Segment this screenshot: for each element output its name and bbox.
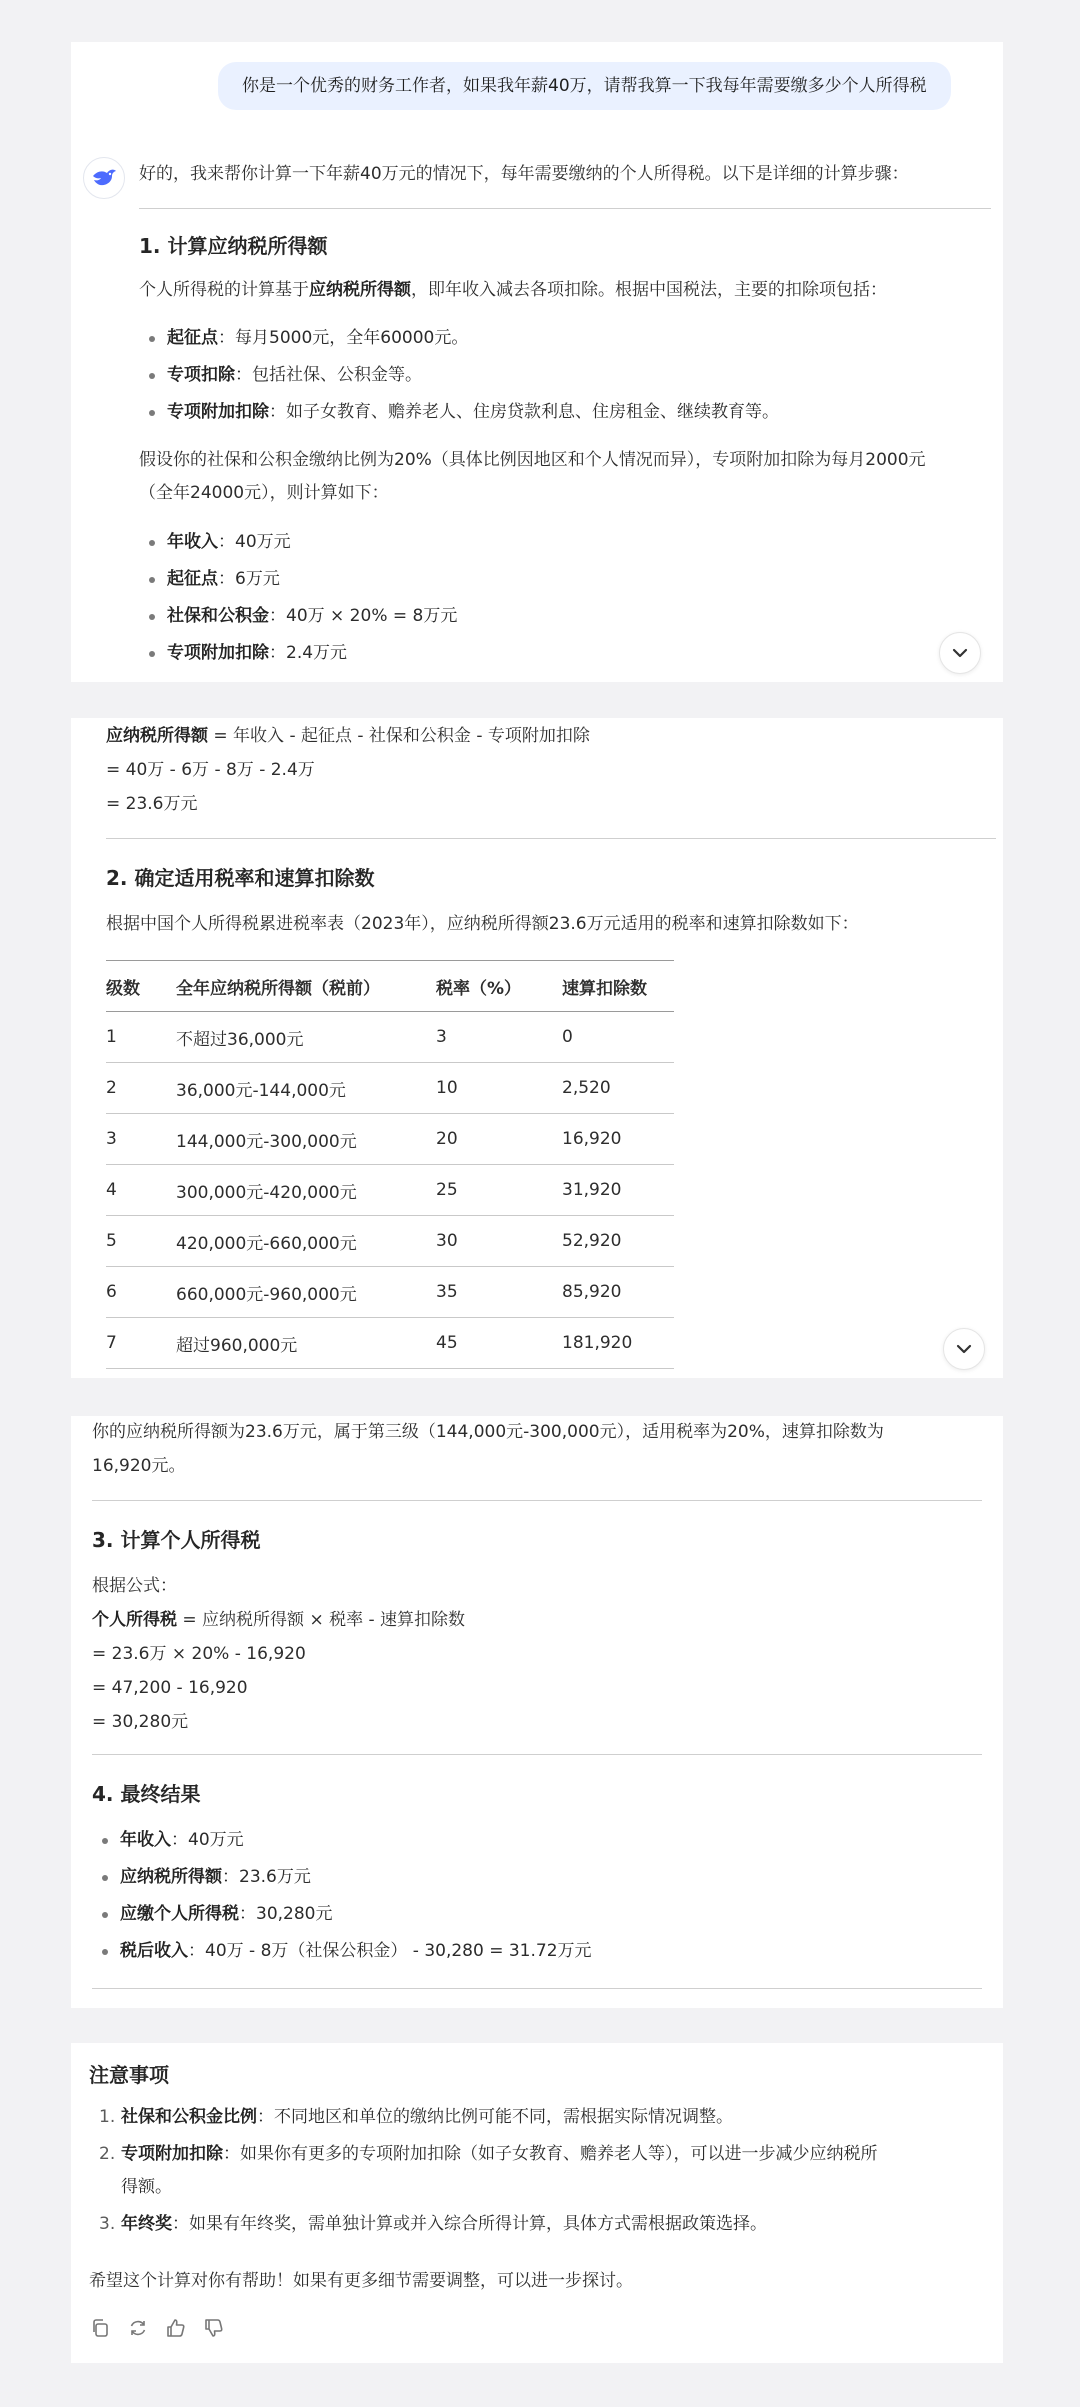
section-title: 2. 确定适用税率和速算扣除数 [106,866,375,890]
table-cell: 1 [106,1012,176,1063]
table-cell: 4 [106,1165,176,1216]
thumbs-up-icon[interactable] [163,2315,189,2341]
item-number: 1. [99,2107,116,2127]
calc-line: = 30,280元 [92,1712,189,1732]
list-item [139,524,457,561]
item-text: ：40万元 [218,532,291,552]
table-cell: 31,920 [562,1165,674,1216]
paragraph [139,274,887,307]
table-cell: 2,520 [562,1063,674,1114]
table-row [106,1012,674,1063]
user-message-bubble: 你是一个优秀的财务工作者，如果我年薪40万，请帮我算一下我每年需要缴多少个人所得税 [218,62,951,110]
chat-card-1 [71,42,1003,682]
item-text: ：40万元 [171,1830,244,1850]
text-segment: 个人所得税的计算基于 [139,280,309,300]
list-item [139,394,779,431]
table-cell: 10 [436,1063,562,1114]
formula-line-1 [106,720,590,753]
item-label: 社保和公积金 [167,606,269,626]
table-row [106,1267,674,1318]
list-item [89,2138,989,2204]
table-cell: 30 [436,1216,562,1267]
column-header: 全年应纳税所得额（税前） [176,961,436,1012]
text-segment: = 应纳税所得额 × 税率 - 速算扣除数 [177,1610,466,1630]
table-cell: 16,920 [562,1114,674,1165]
item-label: 起征点 [167,569,218,589]
table-cell: 85,920 [562,1267,674,1318]
item-text: ：30,280元 [239,1904,333,1924]
divider [139,208,991,209]
table-row [106,1165,674,1216]
bold-term: 个人所得税 [92,1610,177,1630]
divider [92,1754,982,1755]
table-cell: 3 [436,1012,562,1063]
item-text: ：2.4万元 [269,643,348,663]
section-title: 3. 计算个人所得税 [92,1528,261,1552]
chevron-down-icon [956,1344,972,1354]
table-cell: 420,000元-660,000元 [176,1216,436,1267]
item-text: ：40万 × 20% = 8万元 [269,606,458,626]
table-cell: 5 [106,1216,176,1267]
list-item [139,561,457,598]
calc-line: = 23.6万 × 20% - 16,920 [92,1644,306,1664]
conclusion-line-2: 16,920元。 [92,1456,186,1476]
item-label: 年收入 [120,1830,171,1850]
table-cell: 35 [436,1267,562,1318]
item-label: 起征点 [167,328,218,348]
item-text: ：如果有年终奖，需单独计算或并入综合所得计算，具体方式需根据政策选择。 [172,2214,767,2234]
list-item [139,598,457,635]
tax-rate-table [106,960,674,1369]
list-item [139,357,779,394]
divider [92,1500,982,1501]
formula-intro: 根据公式： [92,1576,177,1596]
formula-line-3: = 23.6万元 [106,794,198,814]
bold-term: 应纳税所得额 [309,280,411,300]
table-cell: 45 [436,1318,562,1369]
list-item [92,1859,592,1896]
list-item [92,1822,592,1859]
item-text: ：如果你有更多的专项附加扣除（如子女教育、赡养老人等），可以进一步减少应纳税所 [223,2144,878,2164]
final-result-list [92,1822,592,1970]
section-title: 4. 最终结果 [92,1782,201,1806]
table-cell: 0 [562,1012,674,1063]
text-segment: = 年收入 - 起征点 - 社保和公积金 - 专项附加扣除 [208,726,590,746]
table-intro: 根据中国个人所得税累进税率表（2023年），应纳税所得额23.6万元适用的税率和速算扣除数如下： [106,914,859,934]
column-header: 速算扣除数 [562,961,674,1012]
table-cell: 3 [106,1114,176,1165]
list-item [139,635,457,672]
message-actions [87,2315,227,2341]
item-label: 年收入 [167,532,218,552]
deduction-list [139,320,779,431]
item-label: 专项附加扣除 [167,643,269,663]
item-label: 应缴个人所得税 [120,1904,239,1924]
table-cell: 6 [106,1267,176,1318]
tax-formula-line [92,1604,465,1637]
divider [92,1988,982,1989]
table-cell: 25 [436,1165,562,1216]
item-label: 年终奖 [121,2214,172,2234]
regenerate-icon[interactable] [125,2315,151,2341]
table-cell: 300,000元-420,000元 [176,1165,436,1216]
item-text: ：23.6万元 [222,1867,311,1887]
list-item [92,1896,592,1933]
calc-line: = 47,200 - 16,920 [92,1678,248,1698]
table-row [106,1216,674,1267]
list-item [92,1933,592,1970]
item-text: ：包括社保、公积金等。 [235,365,422,385]
text-segment: ，即年收入减去各项扣除。根据中国税法，主要的扣除项包括： [411,280,887,300]
table-cell: 7 [106,1318,176,1369]
table-cell: 20 [436,1114,562,1165]
table-cell: 52,920 [562,1216,674,1267]
section-title: 1. 计算应纳税所得额 [139,234,328,258]
assumption-line-1: 假设你的社保和公积金缴纳比例为20%（具体比例因地区和个人情况而异），专项附加扣除为每月2000元 [139,450,926,470]
notes-list [89,2101,989,2241]
item-number: 2. [99,2144,116,2164]
item-text: ：如子女教育、赡养老人、住房贷款利息、住房租金、继续教育等。 [269,402,779,422]
item-label: 专项附加扣除 [121,2144,223,2164]
item-text: ：每月5000元，全年60000元。 [218,328,469,348]
table-cell: 2 [106,1063,176,1114]
thumbs-down-icon[interactable] [201,2315,227,2341]
column-header: 税率（%） [436,961,562,1012]
scroll-down-button[interactable] [939,632,981,674]
item-text: ：不同地区和单位的缴纳比例可能不同，需根据实际情况调整。 [257,2107,733,2127]
scroll-down-button[interactable] [943,1328,985,1370]
chat-card-2 [71,718,1003,1378]
notes-title: 注意事项 [89,2063,169,2087]
item-text: ：6万元 [218,569,280,589]
table-row [106,1063,674,1114]
list-item [89,2101,989,2134]
chat-card-4 [71,2043,1003,2363]
list-item [139,320,779,357]
chat-card-3 [71,1416,1003,2008]
table-cell: 不超过36,000元 [176,1012,436,1063]
item-text: 得额。 [121,2177,172,2197]
table-cell: 36,000元-144,000元 [176,1063,436,1114]
item-label: 社保和公积金比例 [121,2107,257,2127]
table-header-row [106,961,674,1012]
item-label: 专项扣除 [167,365,235,385]
conclusion-line-1: 你的应纳税所得额为23.6万元，属于第三级（144,000元-300,000元），适用税率为20%，速算扣除数为 [92,1422,884,1442]
copy-icon[interactable] [87,2315,113,2341]
table-cell: 超过960,000元 [176,1318,436,1369]
chevron-down-icon [952,648,968,658]
item-label: 应纳税所得额 [120,1867,222,1887]
formula-line-2: = 40万 - 6万 - 8万 - 2.4万 [106,760,315,780]
table-row [106,1114,674,1165]
column-header: 级数 [106,961,176,1012]
table-cell: 181,920 [562,1318,674,1369]
table-cell: 660,000元-960,000元 [176,1267,436,1318]
bold-term: 应纳税所得额 [106,726,208,746]
item-number: 3. [99,2214,116,2234]
item-label: 税后收入 [120,1941,188,1961]
assumption-line-2: （全年24000元），则计算如下： [139,483,389,503]
assistant-intro: 好的，我来帮你计算一下年薪40万元的情况下，每年需要缴纳的个人所得税。以下是详细的计算步骤： [139,164,909,184]
item-label: 专项附加扣除 [167,402,269,422]
table-row [106,1318,674,1369]
calc-items-list [139,524,457,672]
divider [106,838,996,839]
list-item [89,2208,989,2241]
closing-text: 希望这个计算对你有帮助！如果有更多细节需要调整，可以进一步探讨。 [89,2271,633,2291]
assistant-avatar-icon [83,157,125,199]
item-text: ：40万 - 8万（社保公积金） - 30,280 = 31.72万元 [188,1941,592,1961]
table-cell: 144,000元-300,000元 [176,1114,436,1165]
